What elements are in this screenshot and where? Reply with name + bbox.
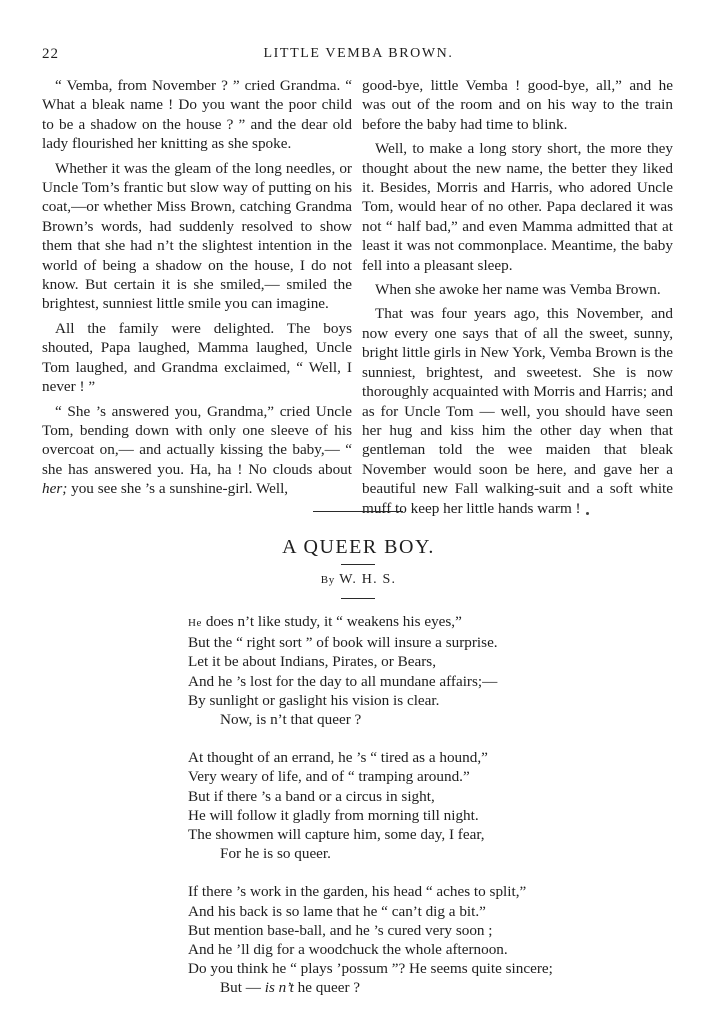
running-title: LITTLE VEMBA BROWN.	[263, 46, 454, 61]
refrain-text: he queer ?	[293, 979, 361, 997]
poem-line: He will follow it gladly from morning till night.	[188, 806, 479, 824]
poem-line: But mention base-ball, and he ’s cured very soon ;	[188, 921, 493, 939]
poem-title: A QUEER BOY.	[282, 536, 435, 558]
story-paragraph: “ Vemba, from November ? ” cried Grandma. “ What a bleak name ! Do you want the poor child to be a shadow on the house ? ” and the dear old lady flourished her knitting as she spoke.	[42, 77, 352, 153]
poem-line: But the “ right sort ” of book will insure a surprise.	[188, 634, 498, 652]
poem-byline	[0, 572, 717, 588]
story-italic-text: her;	[42, 480, 68, 498]
refrain-text: But —	[220, 979, 265, 997]
byline-prefix: By	[320, 574, 335, 586]
poem-line: Very weary of life, and of “ tramping around.”	[188, 768, 470, 786]
section-divider	[313, 511, 403, 512]
poem-line: Let it be about Indians, Pirates, or Bears,	[188, 653, 436, 671]
poem-line: But if there ’s a band or a circus in sight,	[188, 787, 435, 805]
poem-line: At thought of an errand, he ’s “ tired as a hound,”	[188, 749, 488, 767]
poem-refrain	[188, 978, 553, 997]
poem-line: And he ’s lost for the day to all mundane affairs;—	[188, 672, 498, 690]
poem-stanza	[188, 882, 553, 997]
byline-author: W. H. S.	[339, 572, 397, 587]
story-paragraph: All the family were delighted. The boys shouted, Papa laughed, Mamma laughed, Uncle Tom laughed, and Grandma exclaimed, “ Well, I never ! ”	[42, 319, 352, 396]
poem-line-text: does n’t like study, it “ weakens his eyes,”	[202, 613, 462, 630]
story-paragraph: Whether it was the gleam of the long needles, or Uncle Tom’s frantic but slow way of putting on his coat,—or whether Miss Brown, catching Grandma Brown’s words, had suddenly resolved to show them that she had n’t the slightest intention in the world of being a shadow on the house, I do not know. But certain it is she smiled,— smiled the brightest, sunniest little smile you can imagine.	[42, 159, 352, 313]
poem-line: The showmen will capture him, some day, I fear,	[188, 826, 485, 844]
drop-word: He	[188, 617, 203, 629]
poem-stanza	[188, 748, 553, 863]
story-paragraph	[42, 402, 352, 499]
poem-line: Do you think he “ plays ’possum ”? He seems quite sincere;	[188, 960, 553, 978]
story-right-column	[362, 76, 673, 523]
poem-line: If there ’s work in the garden, his head “ aches to split,”	[188, 883, 527, 901]
poem-line: And he ’ll dig for a woodchuck the whole afternoon.	[188, 941, 508, 959]
page-number: 22	[42, 46, 59, 62]
story-text: you see she ’s a sunshine-girl. Well,	[67, 480, 289, 498]
story-text: “ She ’s answered you, Grandma,” cried Uncle Tom, bending down with only one sleeve of his overcoat on,— and actually kissing the baby,— “ she has answered you. Ha, ha ! No clouds about	[42, 402, 352, 478]
story-paragraph: When she awoke her name was Vemba Brown.	[375, 281, 661, 299]
poem-refrain: For he is so queer.	[220, 845, 331, 863]
poem-stanza	[188, 612, 553, 729]
story-left-column	[42, 76, 352, 504]
title-rule	[341, 564, 375, 565]
story-paragraph: Well, to make a long story short, the more they thought about the new name, the better they liked it. Besides, Morris and Harris, who adored Uncle Tom, would hear of no other. Papa declared it was not “ half bad,” and even Mamma admitted that at least it was not commonplace. Meantime, the baby fell into a pleasant sleep.	[362, 140, 673, 274]
poem-line: By sunlight or gaslight his vision is clear.	[188, 691, 440, 709]
poem-line	[188, 612, 553, 633]
ink-speck	[586, 512, 589, 515]
poem-refrain: Now, is n’t that queer ?	[220, 711, 362, 729]
story-paragraph-continued: good-bye, little Vemba ! good-bye, all,” and he was out of the room and on his way to the train before the baby had time to blink.	[362, 77, 673, 133]
poem-body	[188, 612, 553, 1017]
story-paragraph: That was four years ago, this November, and now every one says that of all the sweet, sunny, bright little girls in New York, Vemba Brown is the sunniest, brightest, and sweetest. She is now thoroughly acquainted with Morris and Harris; and as for Uncle Tom — well, you should have seen her hug and kiss him the other day when that gentleman told the wee maiden that bleak November would soon be here, and gave her a beautiful new Fall walking-suit and a soft white muff to keep her little hands warm !	[362, 305, 673, 517]
poem-line: And his back is so lame that he “ can’t dig a bit.”	[188, 902, 486, 920]
byline-rule	[341, 598, 375, 599]
refrain-italic-text: is n’t	[264, 979, 294, 997]
